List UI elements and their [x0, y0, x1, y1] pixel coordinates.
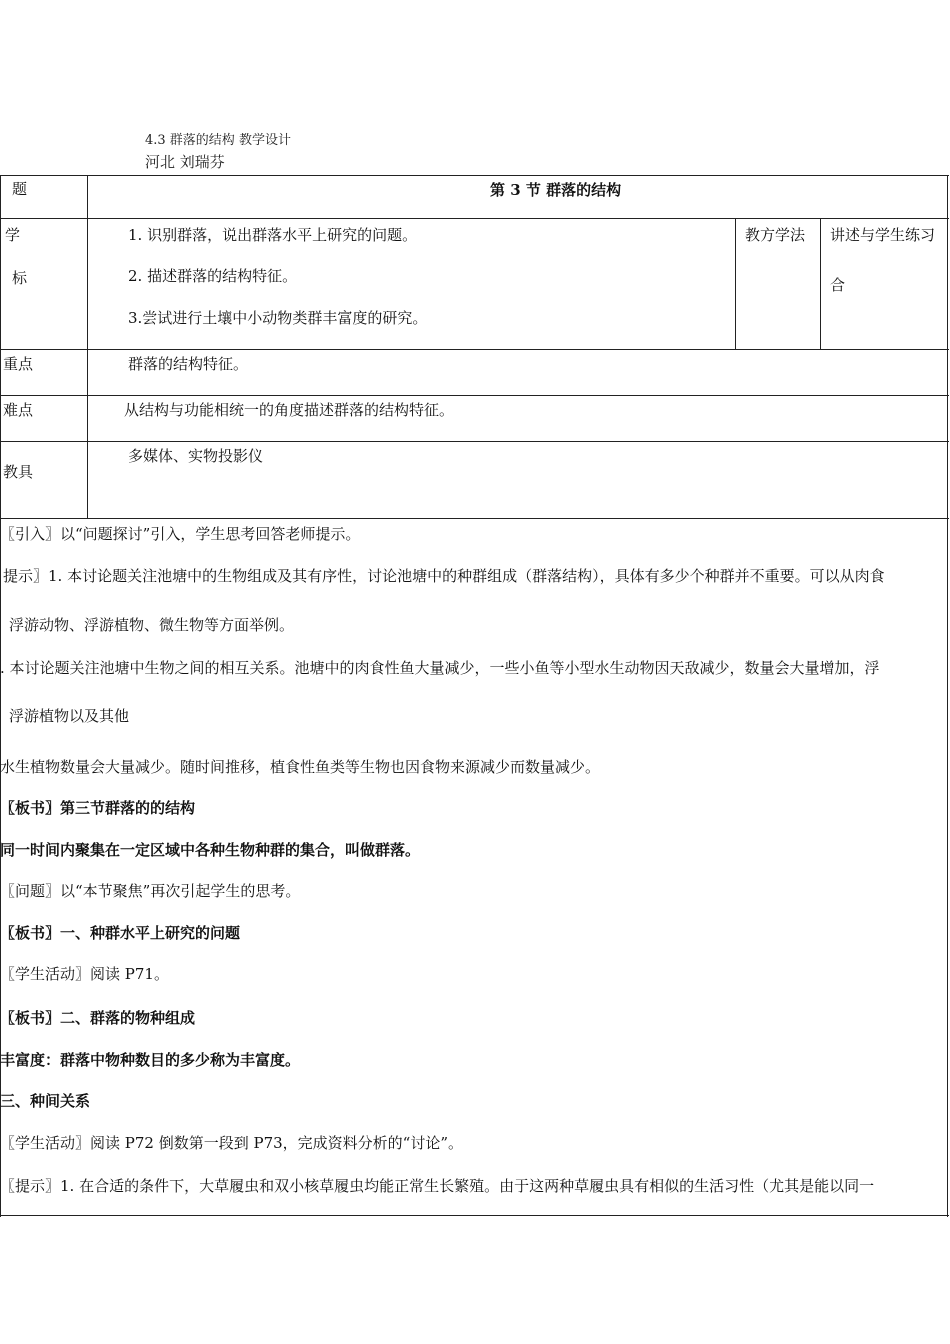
table-rule: [820, 218, 821, 350]
table-rule: [735, 218, 736, 350]
table-rule: [87, 175, 88, 519]
objectives-label: 标: [12, 269, 28, 287]
tools-value: 多媒体、实物投影仪: [128, 447, 264, 465]
process-line: 〖板书〗二、群落的物种组成: [0, 1009, 196, 1027]
objective-item: 2. 描述群落的结构特征。: [128, 267, 298, 285]
topic-value: 第 3 节 群落的结构: [490, 181, 622, 199]
difficult-point-value: 从结构与功能相统一的角度描述群落的结构特征。: [124, 401, 455, 419]
table-rule: [0, 175, 949, 176]
process-line: 〖引入〗以“问题探讨”引入，学生思考回答老师提示。: [0, 525, 361, 543]
table-rule: [0, 1215, 949, 1216]
process-line: 〖问题〗以“本节聚焦”再次引起学生的思考。: [0, 882, 301, 900]
process-line: 水生植物数量会大量减少。随时间推移，植食性鱼类等生物也因食物来源减少而数量减少。: [0, 758, 601, 776]
topic-label: 题: [12, 180, 28, 198]
process-line: 提示〗1. 本讨论题关注池塘中的生物组成及其有序性，讨论池塘中的种群组成（群落结构），具体有多少个种群并不重要。可以从肉食: [3, 567, 885, 585]
method-value: 讲述与学生练习: [830, 226, 936, 244]
table-rule: [0, 395, 949, 396]
author-line: 河北 刘瑞芬: [145, 153, 225, 171]
table-rule: [0, 349, 949, 350]
process-line: 同一时间内聚集在一定区域中各种生物种群的集合，叫做群落。: [0, 841, 421, 859]
process-line: 丰富度：群落中物种数目的多少称为丰富度。: [0, 1051, 301, 1069]
method-label: 教方学法: [745, 226, 806, 244]
process-line: 〖学生活动〗阅读 P71。: [0, 965, 169, 983]
process-line: 三、种间关系: [0, 1092, 91, 1110]
lesson-plan-table: [0, 175, 949, 1217]
objective-item: 1. 识别群落，说出群落水平上研究的问题。: [128, 226, 418, 244]
process-line: 浮游植物以及其他: [9, 707, 130, 725]
process-line: 浮游动物、浮游植物、微生物等方面举例。: [9, 616, 295, 634]
key-point-value: 群落的结构特征。: [128, 355, 249, 373]
objectives-label: 学: [5, 226, 21, 244]
table-rule: [0, 441, 949, 442]
process-line: 〖学生活动〗阅读 P72 倒数第一段到 P73，完成资料分析的“讨论”。: [0, 1134, 464, 1152]
difficult-point-label: 难点: [3, 401, 34, 419]
process-line: 〖提示〗1. 在合适的条件下，大草履虫和双小核草履虫均能正常生长繁殖。由于这两种草履虫具有相似的生活习性（尤其是能以同一: [0, 1177, 875, 1195]
table-rule: [0, 518, 949, 519]
table-rule: [947, 175, 948, 1217]
process-line: . 本讨论题关注池塘中生物之间的相互关系。池塘中的肉食性鱼大量减少，一些小鱼等小型水生动物因天敌减少，数量会大量增加，浮: [0, 659, 880, 677]
table-rule: [0, 218, 949, 219]
document-title: 4.3 群落的结构 教学设计: [145, 133, 291, 148]
process-line: 〖板书〗第三节群落的的结构: [0, 799, 196, 817]
objective-item: 3.尝试进行土壤中小动物类群丰富度的研究。: [128, 309, 428, 327]
method-value: 合: [830, 276, 846, 294]
key-point-label: 重点: [3, 355, 34, 373]
process-line: 〖板书〗一、种群水平上研究的问题: [0, 924, 241, 942]
tools-label: 教具: [3, 463, 34, 481]
